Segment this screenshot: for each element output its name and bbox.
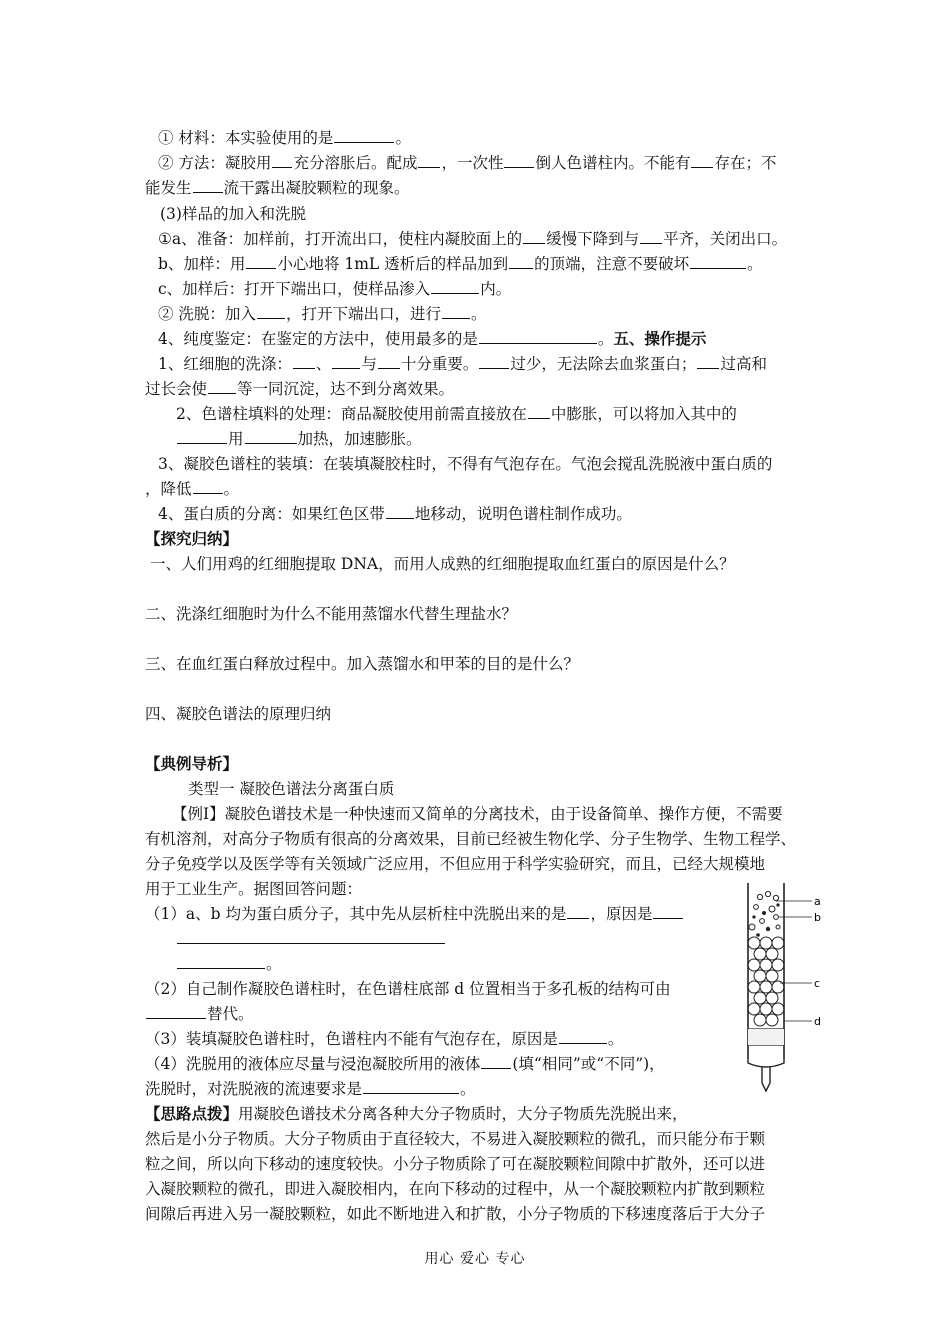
gel-bead bbox=[766, 948, 778, 960]
answer-blank[interactable] bbox=[334, 128, 394, 143]
text: 替代。 bbox=[207, 1005, 254, 1023]
answer-blank[interactable] bbox=[528, 404, 550, 419]
answer-blank[interactable] bbox=[479, 354, 509, 369]
text: 过高和 bbox=[720, 355, 767, 373]
answer-blank[interactable] bbox=[332, 354, 360, 369]
text: c、加样后：打开下端出口，使样品渗入 bbox=[158, 280, 431, 298]
answer-blank[interactable] bbox=[293, 354, 315, 369]
answer-blank[interactable] bbox=[386, 504, 414, 519]
example-paragraph-2: 有机溶剂，对高分子物质有很高的分离效果，目前已经被生物化学、分子生物学、生物工程学、 bbox=[145, 830, 797, 848]
explore-question-2: 二、洗涤红细胞时为什么不能用蒸馏水代替生理盐水？ bbox=[145, 605, 518, 623]
step-a-line bbox=[158, 229, 787, 249]
text: 与 bbox=[361, 355, 377, 373]
text: 洗脱时，对洗脱液的流速要求是 bbox=[145, 1080, 363, 1098]
tip4-line bbox=[158, 504, 632, 524]
answer-blank[interactable] bbox=[146, 1004, 206, 1019]
answer-blank[interactable] bbox=[208, 379, 236, 394]
gel-bead bbox=[760, 981, 772, 993]
gel-bead bbox=[772, 1003, 784, 1015]
example-heading: 【典例导析】 bbox=[145, 755, 239, 773]
answer-blank[interactable] bbox=[257, 304, 285, 319]
answer-blank[interactable] bbox=[481, 1054, 511, 1069]
label-b: b bbox=[814, 911, 821, 924]
answer-blank[interactable] bbox=[442, 304, 470, 319]
hint-line-4: 入凝胶颗粒的微孔，即进入凝胶相内，在向下移动的过程中，从一个凝胶颗粒内扩散到颗粒 bbox=[145, 1180, 766, 1198]
gel-bead bbox=[760, 937, 772, 949]
gel-bead bbox=[766, 1014, 778, 1026]
answer-blank[interactable] bbox=[653, 904, 683, 919]
gel-bead bbox=[748, 937, 760, 949]
answer-blank[interactable] bbox=[418, 153, 440, 168]
text: 倒人色谱柱内。不能有 bbox=[535, 154, 691, 172]
answer-blank[interactable] bbox=[640, 229, 662, 244]
text: b、加样：用 bbox=[158, 255, 246, 273]
section-heading: 五、操作提示 bbox=[613, 330, 707, 348]
text: ，原因是 bbox=[590, 905, 653, 923]
answer-blank[interactable] bbox=[177, 429, 227, 444]
answer-blank[interactable] bbox=[431, 279, 479, 294]
label-c: c bbox=[814, 977, 821, 990]
example-paragraph-4: 用于工业生产。据图回答问题： bbox=[145, 880, 363, 898]
example-question-1-end bbox=[176, 954, 282, 974]
text: 。 bbox=[395, 129, 411, 147]
answer-blank[interactable] bbox=[691, 153, 713, 168]
text: 能发生 bbox=[145, 179, 192, 197]
gel-bead bbox=[748, 959, 760, 971]
gel-bead bbox=[760, 1003, 772, 1015]
answer-blank[interactable] bbox=[363, 1079, 459, 1094]
text: 地移动，说明色谱柱制作成功。 bbox=[414, 505, 632, 523]
text: 中膨胀，可以将加入其中的 bbox=[550, 405, 737, 423]
tip3-line bbox=[158, 454, 772, 474]
example-question-4 bbox=[145, 1054, 665, 1074]
hint-line-5: 间隙后再进入另一凝胶颗粒，如此不断地进入和扩散，小分子物质的下移速度落后于大分子 bbox=[145, 1205, 766, 1223]
answer-blank[interactable] bbox=[567, 904, 589, 919]
text: 十分重要。 bbox=[400, 355, 479, 373]
answer-blank[interactable] bbox=[504, 153, 534, 168]
text: 2、色谱柱填料的处理：商品凝胶使用前需直接放在 bbox=[176, 405, 527, 423]
text: 。 bbox=[460, 1080, 476, 1098]
label-a: a bbox=[814, 895, 821, 908]
text: （2）自己制作凝胶色谱柱时，在色谱柱底部 d 位置相当于多孔板的结构可由 bbox=[145, 980, 671, 998]
text: （1）a、b 均为蛋白质分子，其中先从层析柱中洗脱出来的是 bbox=[145, 905, 567, 923]
text: 等一同沉淀，达不到分离效果。 bbox=[237, 380, 455, 398]
text: ① 材料：本实验使用的是 bbox=[158, 129, 334, 147]
text: 、 bbox=[315, 355, 332, 373]
explore-heading: 【探究归纳】 bbox=[145, 530, 239, 548]
text: ①a、准备：加样前，打开流出口，使柱内凝胶面上的 bbox=[158, 230, 523, 248]
answer-blank[interactable] bbox=[177, 954, 265, 969]
method-line bbox=[158, 153, 777, 173]
sample-heading: (3)样品的加入和洗脱 bbox=[160, 205, 306, 223]
example-question-4-line-2 bbox=[145, 1079, 476, 1099]
gel-bead bbox=[754, 1014, 766, 1026]
text: 。 bbox=[266, 955, 282, 973]
answer-blank[interactable] bbox=[479, 329, 597, 344]
elution-line bbox=[158, 304, 486, 324]
figure-leaders bbox=[776, 901, 812, 1021]
text: 缓慢下降到与 bbox=[546, 230, 640, 248]
tip3-line-2 bbox=[145, 479, 239, 499]
text: ，降低 bbox=[145, 480, 192, 498]
example-question-3 bbox=[145, 1029, 623, 1049]
explore-question-4: 四、凝胶色谱法的原理归纳 bbox=[145, 705, 332, 723]
text: 。 bbox=[597, 330, 614, 348]
answer-blank[interactable] bbox=[697, 354, 719, 369]
step-b-line bbox=[158, 254, 763, 274]
answer-blank[interactable] bbox=[177, 929, 445, 944]
text: ② 方法：凝胶用 bbox=[158, 154, 272, 172]
chromatography-column-figure bbox=[738, 883, 830, 1093]
text: 。 bbox=[223, 480, 240, 498]
gel-bead bbox=[754, 992, 766, 1004]
example-type: 类型一 凝胶色谱法分离蛋白质 bbox=[188, 780, 395, 798]
text: 4、纯度鉴定：在鉴定的方法中，使用最多的是 bbox=[158, 330, 478, 348]
text: 。 bbox=[470, 305, 487, 323]
text: 。 bbox=[607, 1030, 624, 1048]
step-c-line bbox=[158, 279, 511, 299]
text: 用凝胶色谱技术分离各种大分子物质时，大分子物质先洗脱出来， bbox=[238, 1105, 688, 1123]
page-footer: 用心 爱心 专心 bbox=[424, 1251, 526, 1267]
column-tube bbox=[748, 883, 784, 1091]
example-question-1-blank bbox=[176, 929, 446, 949]
gel-bead bbox=[772, 937, 784, 949]
sample-molecules bbox=[749, 891, 780, 936]
hint-line-3: 粒之间，所以向下移动的速度较快。小分子物质除了可在凝胶颗粒间隙中扩散外，还可以进 bbox=[145, 1155, 766, 1173]
text: 流干露出凝胶颗粒的现象。 bbox=[223, 179, 410, 197]
gel-bead bbox=[772, 959, 784, 971]
text: 存在；不 bbox=[714, 154, 777, 172]
text: ，打开下端出口，进行 bbox=[285, 305, 441, 323]
answer-blank[interactable] bbox=[246, 254, 276, 269]
example-paragraph-1: 【例Ⅰ】凝胶色谱技术是一种快速而又简单的分离技术，由于设备简单、操作方便，不需要 bbox=[172, 805, 783, 823]
hint-line-1 bbox=[145, 1104, 688, 1124]
text: 过少，无法除去血浆蛋白； bbox=[510, 355, 697, 373]
explore-question-3: 三、在血红蛋白释放过程中。加入蒸馏水和甲苯的目的是什么？ bbox=[145, 655, 580, 673]
tip2-line-2 bbox=[176, 429, 422, 449]
gel-bead bbox=[748, 1003, 760, 1015]
answer-blank[interactable] bbox=[193, 479, 223, 494]
text: ，一次性 bbox=[441, 154, 504, 172]
example-question-1 bbox=[145, 904, 684, 924]
answer-blank[interactable] bbox=[559, 1029, 607, 1044]
text: 的顶端，注意不要破坏 bbox=[534, 255, 690, 273]
label-d: d bbox=[814, 1015, 821, 1028]
tip1-line bbox=[158, 354, 767, 374]
answer-blank[interactable] bbox=[509, 254, 533, 269]
text: (填“相同”或“不同”)， bbox=[512, 1055, 665, 1073]
answer-blank[interactable] bbox=[272, 153, 292, 168]
example-paragraph-3: 分子免疫学以及医学等有关领域广泛应用，不但应用于科学实验研究，而且，已经大规模地 bbox=[145, 855, 766, 873]
text: （4）洗脱用的液体应尽量与浸泡凝胶所用的液体 bbox=[145, 1055, 481, 1073]
gel-beads bbox=[748, 937, 784, 1026]
text: ② 洗脱：加入 bbox=[158, 305, 256, 323]
example-question-2 bbox=[145, 979, 671, 999]
purity-line bbox=[158, 329, 706, 349]
gel-bead bbox=[754, 948, 766, 960]
text: （3）装填凝胶色谱柱时，色谱柱内不能有气泡存在，原因是 bbox=[145, 1030, 558, 1048]
gel-bead bbox=[766, 970, 778, 982]
text: 小心地将 1mL 透析后的样品加到 bbox=[277, 255, 509, 273]
text: 3、凝胶色谱柱的装填：在装填凝胶柱时，不得有气泡存在。气泡会搅乱洗脱液中蛋白质的 bbox=[158, 455, 773, 473]
answer-blank[interactable] bbox=[193, 178, 223, 193]
answer-blank[interactable] bbox=[690, 254, 746, 269]
answer-blank[interactable] bbox=[245, 429, 297, 444]
text: 平齐，关闭出口。 bbox=[663, 230, 788, 248]
hint-heading: 【思路点拨】 bbox=[145, 1105, 239, 1123]
text: 过长会使 bbox=[145, 380, 208, 398]
text: 1、红细胞的洗涤： bbox=[158, 355, 292, 373]
tip2-line bbox=[176, 404, 737, 424]
example-question-2-line-2 bbox=[145, 1004, 254, 1024]
text: 。 bbox=[747, 255, 763, 273]
text: 用 bbox=[228, 430, 244, 448]
gel-bead bbox=[748, 981, 760, 993]
explore-question-1: 一、人们用鸡的红细胞提取 DNA，而用人成熟的红细胞提取血红蛋白的原因是什么？ bbox=[150, 555, 735, 573]
gel-bead bbox=[754, 970, 766, 982]
tip1-line-2 bbox=[145, 379, 454, 399]
text: 4、蛋白质的分离：如果红色区带 bbox=[158, 505, 385, 523]
hint-line-2: 然后是小分子物质。大分子物质由于直径较大，不易进入凝胶颗粒的微孔，而只能分布于颗 bbox=[145, 1130, 766, 1148]
text: 内。 bbox=[480, 280, 512, 298]
gel-bead bbox=[766, 992, 778, 1004]
method-line-2 bbox=[145, 178, 410, 198]
text: 加热，加速膨胀。 bbox=[297, 430, 422, 448]
materials-line bbox=[158, 128, 411, 148]
answer-blank[interactable] bbox=[523, 229, 545, 244]
answer-blank[interactable] bbox=[378, 354, 400, 369]
text: 充分溶胀后。配成 bbox=[293, 154, 418, 172]
gel-bead bbox=[760, 959, 772, 971]
porous-plate bbox=[748, 1029, 784, 1045]
